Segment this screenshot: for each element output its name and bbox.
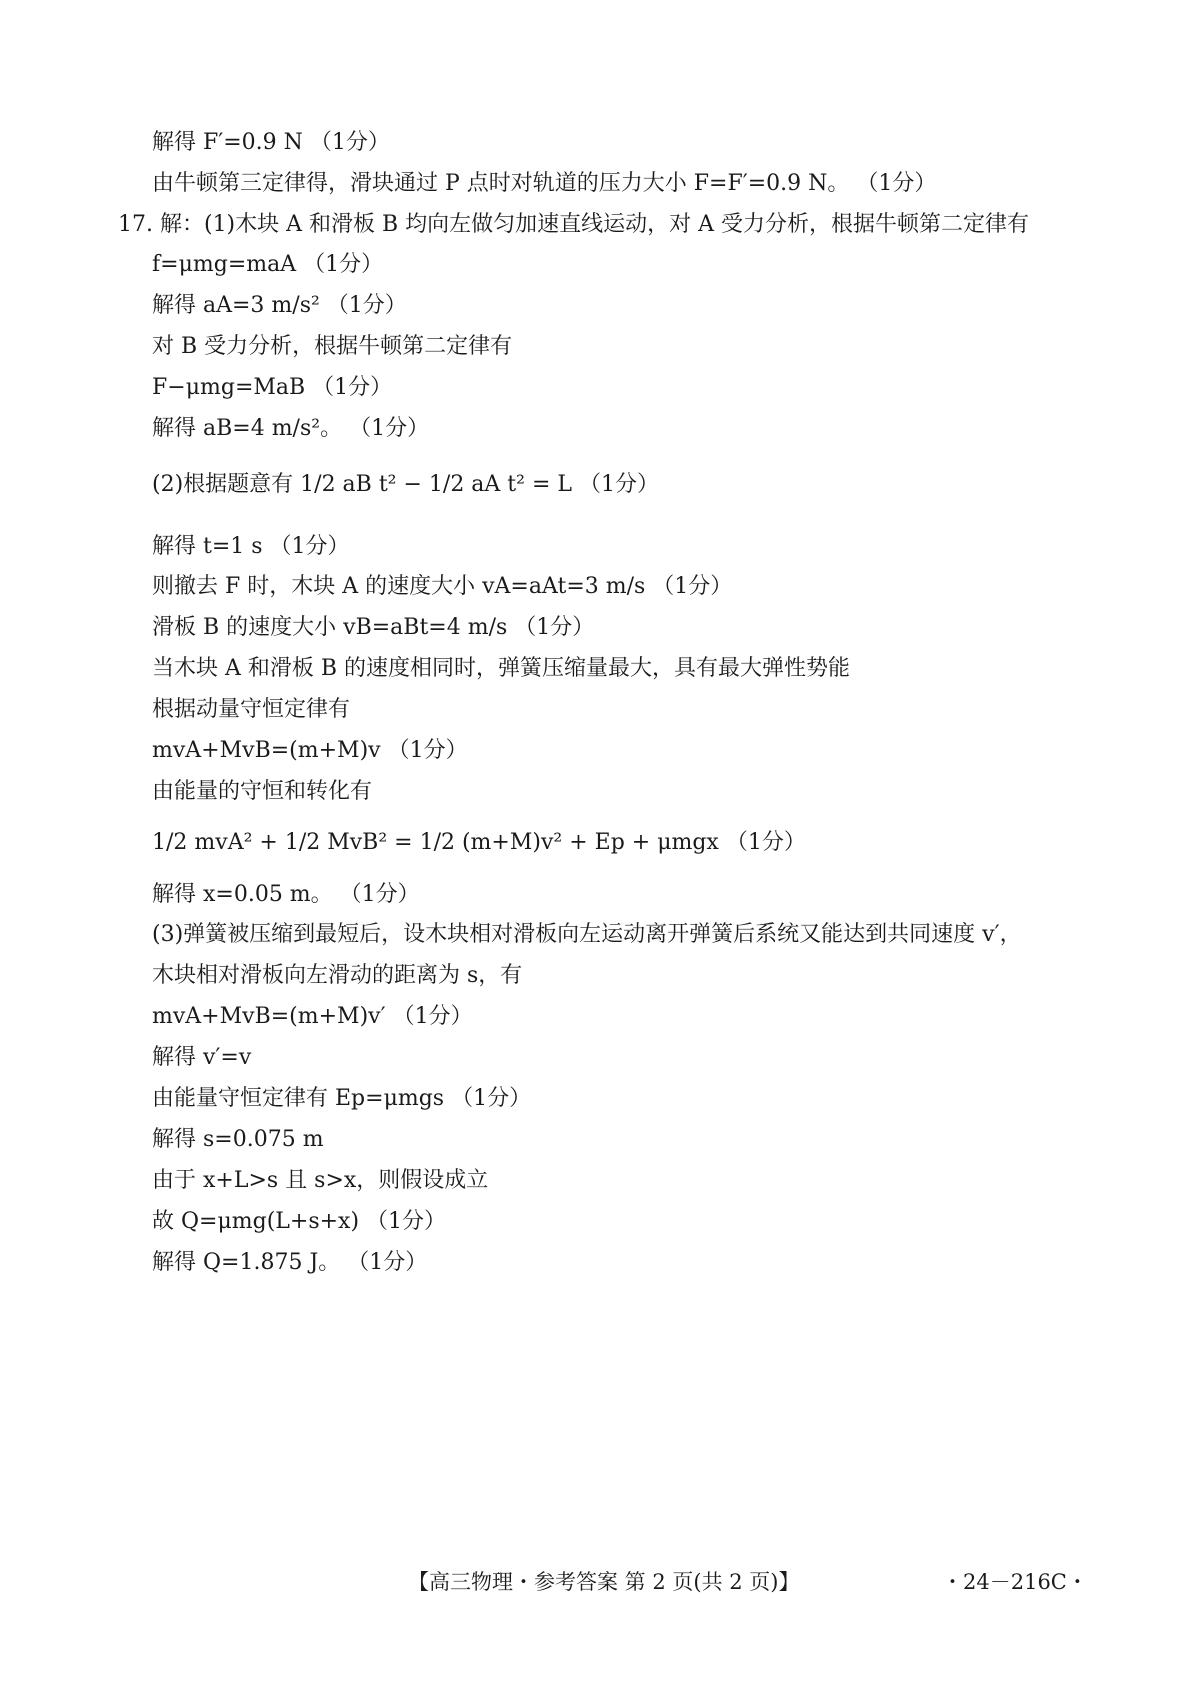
line-4: f=μmg=maA （1分） bbox=[152, 252, 384, 277]
line-20: 木块相对滑板向左滑动的距离为 s，有 bbox=[152, 963, 523, 988]
line-18: 解得 x=0.05 m。 （1分） bbox=[152, 882, 420, 907]
line-23: 由能量守恒定律有 Ep=μmgs （1分） bbox=[152, 1086, 532, 1111]
line-16: 由能量的守恒和转化有 bbox=[152, 779, 373, 804]
line-15: mvA+MvB=(m+M)v （1分） bbox=[152, 738, 468, 763]
question-17-heading: 17. 解：(1)木块 A 和滑板 B 均向左做匀加速直线运动，对 A 受力分析，根据牛顿第二定律有 bbox=[118, 212, 1030, 237]
line-17-equation: 1/2 mvA² + 1/2 MvB² = 1/2 (m+M)v² + Ep + μmgx （1分） bbox=[152, 830, 806, 855]
footer-page-info: 【高三物理・参考答案 第 2 页(共 2 页)】 bbox=[408, 1570, 800, 1594]
line-1: 解得 F′=0.9 N （1分） bbox=[152, 130, 390, 155]
line-2: 由牛顿第三定律得，滑块通过 P 点时对轨道的压力大小 F=F′=0.9 N。 （1分） bbox=[152, 171, 937, 196]
line-26: 故 Q=μmg(L+s+x) （1分） bbox=[152, 1209, 447, 1234]
line-11: 则撤去 F 时，木块 A 的速度大小 vA=aAt=3 m/s （1分） bbox=[152, 574, 733, 599]
line-8: 解得 aB=4 m/s²。 （1分） bbox=[152, 416, 430, 441]
line-10: 解得 t=1 s （1分） bbox=[152, 534, 350, 559]
footer-code: ・24－216C・ bbox=[942, 1570, 1088, 1594]
line-19: (3)弹簧被压缩到最短后，设木块相对滑板向左运动离开弹簧后系统又能达到共同速度 v′， bbox=[152, 922, 1022, 947]
line-21: mvA+MvB=(m+M)v′ （1分） bbox=[152, 1004, 473, 1029]
line-22: 解得 v′=v bbox=[152, 1045, 252, 1070]
line-14: 根据动量守恒定律有 bbox=[152, 697, 351, 722]
line-24: 解得 s=0.075 m bbox=[152, 1127, 324, 1152]
line-9-equation: (2)根据题意有 1/2 aB t² − 1/2 aA t² = L （1分） bbox=[152, 472, 659, 497]
line-12: 滑板 B 的速度大小 vB=aBt=4 m/s （1分） bbox=[152, 615, 595, 640]
line-25: 由于 x+L>s 且 s>x，则假设成立 bbox=[152, 1168, 489, 1193]
line-7: F−μmg=MaB （1分） bbox=[152, 375, 393, 400]
line-6: 对 B 受力分析，根据牛顿第二定律有 bbox=[152, 334, 513, 359]
line-13: 当木块 A 和滑板 B 的速度相同时，弹簧压缩量最大，具有最大弹性势能 bbox=[152, 656, 851, 681]
line-5: 解得 aA=3 m/s² （1分） bbox=[152, 293, 407, 318]
line-27: 解得 Q=1.875 J。 （1分） bbox=[152, 1250, 428, 1275]
